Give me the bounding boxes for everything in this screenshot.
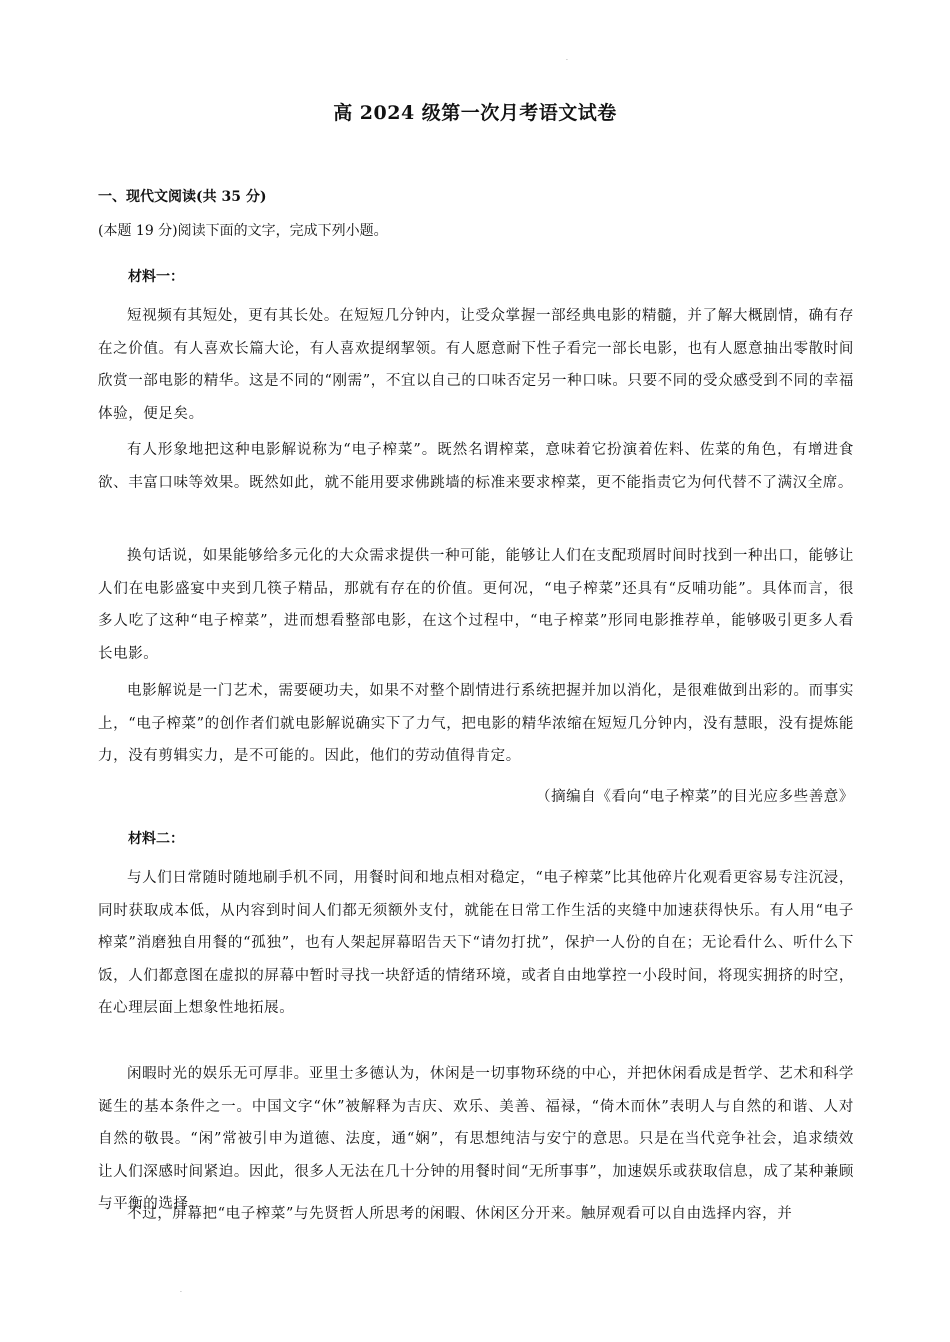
section-heading: 一、现代文阅读(共 35 分) <box>98 189 267 205</box>
scan-mark: · <box>566 57 568 64</box>
material-2-paragraph: 不过，屏幕把“电子榨菜”与先贤哲人所思考的闲暇、休闲区分开来。触屏观看可以自由选择内容，并 <box>127 1206 793 1222</box>
page-title: 高 2024 级第一次月考语文试卷 <box>333 102 617 124</box>
scan-mark: · <box>180 1289 182 1296</box>
material-1-paragraph: 短视频有其短处，更有其长处。在短短几分钟内，让受众掌握一部经典电影的精髓，并了解大概剧情，确有存在之价值。有人喜欢长篇大论，有人喜欢提纲挈领。有人愿意耐下性子看完一部长电影，也有人愿意抽出零散时间欣赏一部电影的精华。这是不同的“刚需”，不宜以自己的口味否定另一种口味。只要不同的受众感受到不同的幸福体验，便足矣。 <box>98 308 854 422</box>
material-2-label: 材料二： <box>128 831 184 847</box>
material-2-paragraph: 闲暇时光的娱乐无可厚非。亚里士多德认为，休闲是一切事物环绕的中心，并把休闲看成是哲学、艺术和科学诞生的基本条件之一。中国文字“休”被解释为吉庆、欢乐、美善、福禄，“倚木而休”表明人与自然的和谐、人对自然的敬畏。“闲”常被引申为道德、法度，通“娴”，有思想纯洁与安宁的意思。只是在当代竞争社会，追求绩效让人们深感时间紧迫。因此，很多人无法在几十分钟的用餐时间“无所事事”，加速娱乐或获取信息，成了某种兼顾与平衡的选择。 <box>98 1066 854 1212</box>
material-1-source: （摘编自《看向“电子榨菜”的目光应多些善意》 <box>535 789 854 805</box>
material-2-paragraph: 与人们日常随时随地刷手机不同，用餐时间和地点相对稳定，“电子榨菜”比其他碎片化观看更容易专注沉浸，同时获取成本低，从内容到时间人们都无须额外支付，就能在日常工作生活的夹缝中加速获得快乐。有人用“电子榨菜”消磨独自用餐的“孤独”，也有人架起屏幕昭告天下“请勿打扰”，保护一人份的自在；无论看什么、听什么下饭，人们都意图在虚拟的屏幕中暂时寻找一块舒适的情绪环境，或者自由地掌控一小段时间，将现实拥挤的时空，在心理层面上想象性地拓展。 <box>98 870 854 1016</box>
section-intro: (本题 19 分)阅读下面的文字，完成下列小题。 <box>98 223 388 239</box>
material-1-paragraph: 换句话说，如果能够给多元化的大众需求提供一种可能，能够让人们在支配琐屑时间时找到一种出口，能够让人们在电影盛宴中夹到几筷子精品，那就有存在的价值。更何况，“电子榨菜”还具有“反哺功能”。具体而言，很多人吃了这种“电子榨菜”，进而想看整部电影，在这个过程中，“电子榨菜”形同电影推荐单，能够吸引更多人看长电影。 <box>98 548 854 662</box>
material-1-paragraph: 电影解说是一门艺术，需要硬功夫，如果不对整个剧情进行系统把握并加以消化，是很难做到出彩的。而事实上，“电子榨菜”的创作者们就电影解说确实下了力气，把电影的精华浓缩在短短几分钟内，没有慧眼，没有提炼能力，没有剪辑实力，是不可能的。因此，他们的劳动值得肯定。 <box>98 683 854 764</box>
material-1-label: 材料一： <box>128 269 184 285</box>
material-1-paragraph: 有人形象地把这种电影解说称为“电子榨菜”。既然名谓榨菜，意味着它扮演着佐料、佐菜的角色，有增进食欲、丰富口味等效果。既然如此，就不能用要求佛跳墙的标准来要求榨菜，更不能指责它为何代替不了满汉全席。 <box>98 442 854 491</box>
